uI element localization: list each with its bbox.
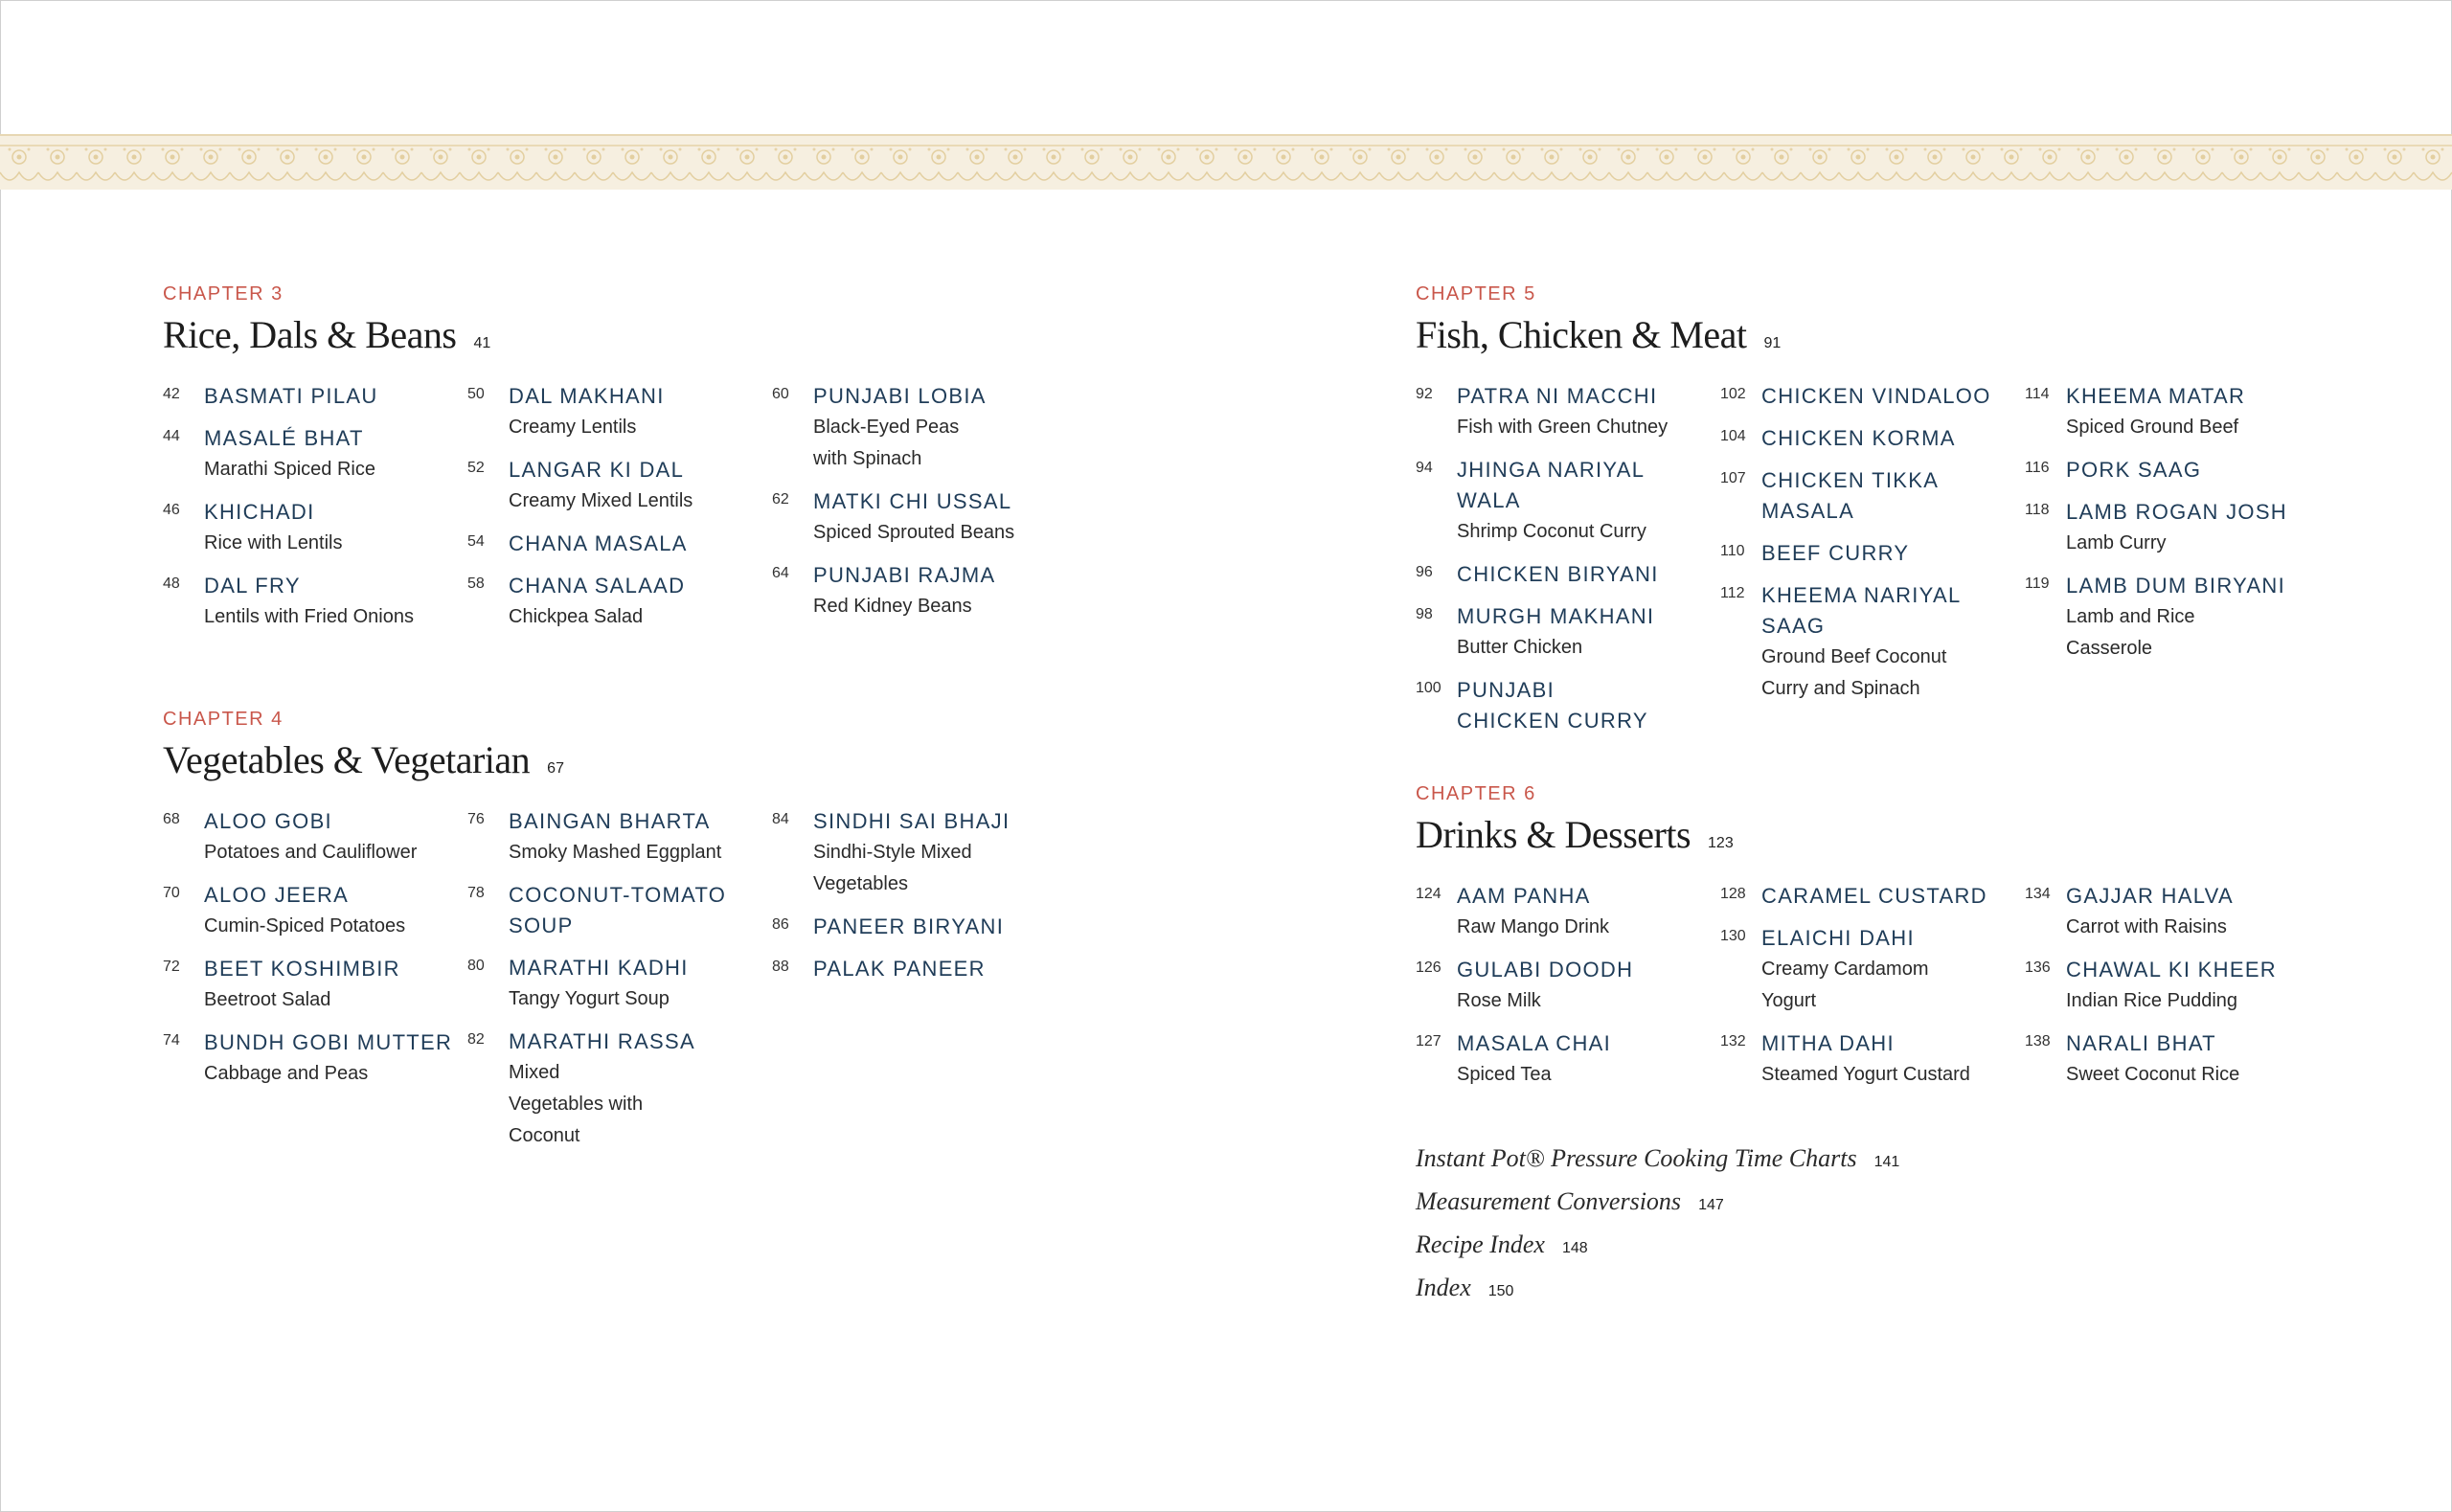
recipe-page: 114 [2025, 386, 2050, 402]
recipe-name[interactable]: MITHA DAHI [1761, 1031, 1895, 1055]
recipe-name[interactable]: LANGAR KI DAL [509, 458, 685, 482]
recipe-description: Red Kidney Beans [813, 596, 972, 617]
recipe-description: Ground Beef Coconut Curry and Spinach [1761, 646, 1947, 699]
recipe-entry[interactable] [772, 486, 1069, 549]
recipe-entry[interactable] [772, 912, 1069, 942]
recipe-description: Steamed Yogurt Custard [1761, 1064, 1970, 1085]
recipe-description: Beetroot Salad [204, 989, 331, 1010]
chapter-title[interactable]: Fish, Chicken & Meat [1416, 313, 1747, 356]
recipe-page: 132 [1720, 1033, 1746, 1049]
recipe-page: 82 [467, 1031, 485, 1048]
recipe-name[interactable]: LAMB ROGAN JOSH [2066, 500, 2287, 524]
recipe-entry[interactable] [1416, 601, 1713, 664]
recipe-name[interactable]: BEET KOSHIMBIR [204, 957, 400, 981]
recipe-entry[interactable] [467, 1027, 764, 1152]
recipe-name[interactable]: GULABI DOODH [1457, 958, 1634, 982]
chapter-page-number: 67 [547, 760, 564, 777]
recipe-entry[interactable] [163, 381, 460, 412]
chapter-label: CHAPTER 3 [163, 283, 284, 305]
recipe-description: Sweet Coconut Rice [2066, 1064, 2240, 1085]
recipe-name[interactable]: CARAMEL CUSTARD [1761, 884, 1987, 908]
recipe-entry[interactable] [1416, 1028, 1713, 1091]
recipe-page: 136 [2025, 959, 2051, 976]
recipe-page: 84 [772, 811, 789, 827]
recipe-description: Raw Mango Drink [1457, 916, 1609, 937]
recipe-entry[interactable] [163, 954, 460, 1016]
recipe-column [772, 381, 1069, 634]
recipe-entry[interactable] [2025, 381, 2322, 443]
decorative-border-band [0, 134, 2452, 190]
recipe-entry[interactable] [772, 560, 1069, 622]
recipe-name[interactable]: NARALI BHAT [2066, 1031, 2216, 1055]
recipe-description: Cumin-Spiced Potatoes [204, 915, 406, 937]
recipe-description: Spiced Tea [1457, 1064, 1552, 1085]
recipe-column [2025, 881, 2322, 1102]
recipe-description: Spiced Sprouted Beans [813, 522, 1015, 543]
recipe-entry[interactable] [1416, 881, 1713, 943]
recipe-description: Smoky Mashed Eggplant [509, 842, 722, 863]
recipe-column [467, 806, 764, 1163]
recipe-name[interactable]: GAJJAR HALVA [2066, 884, 2234, 908]
recipe-entry[interactable] [1416, 955, 1713, 1017]
appendix-title[interactable]: Index [1416, 1274, 1471, 1301]
recipe-description: Butter Chicken [1457, 637, 1583, 658]
recipe-description: Potatoes and Cauliflower [204, 842, 418, 863]
recipe-column [163, 806, 460, 1101]
lace-pattern-icon [0, 136, 2452, 190]
recipe-name[interactable]: MURGH MAKHANI [1457, 604, 1655, 628]
recipe-entry[interactable] [1720, 423, 2017, 454]
recipe-name[interactable]: KHEEMA NARIYAL SAAG [1761, 583, 1961, 638]
recipe-name[interactable]: BEEF CURRY [1761, 541, 1910, 565]
recipe-page: 128 [1720, 886, 1746, 902]
recipe-page: 70 [163, 885, 180, 901]
appendix-title[interactable]: Recipe Index [1416, 1230, 1545, 1258]
recipe-entry[interactable] [163, 497, 460, 559]
recipe-page: 44 [163, 428, 180, 444]
recipe-entry[interactable] [772, 806, 1069, 900]
chapter-page-number: 41 [473, 335, 491, 351]
recipe-page: 100 [1416, 680, 1442, 696]
recipe-name[interactable]: PALAK PANEER [813, 957, 986, 981]
recipe-entry[interactable] [1720, 923, 2017, 1017]
appendix-title[interactable]: Instant Pot® Pressure Cooking Time Charts [1416, 1144, 1857, 1172]
chapter-label: CHAPTER 4 [163, 709, 284, 730]
recipe-description: Carrot with Raisins [2066, 916, 2227, 937]
recipe-column [1416, 881, 1713, 1102]
chapter-label: CHAPTER 5 [1416, 283, 1536, 305]
recipe-column [772, 806, 1069, 996]
recipe-page: 64 [772, 565, 789, 581]
recipe-name[interactable]: COCONUT-TOMATO SOUP [509, 883, 727, 937]
recipe-name[interactable]: DAL FRY [204, 574, 301, 598]
recipe-entry[interactable] [2025, 955, 2322, 1017]
recipe-entry[interactable] [467, 571, 764, 633]
recipe-entry[interactable] [467, 953, 764, 1015]
recipe-entry[interactable] [2025, 455, 2322, 485]
recipe-entry[interactable] [772, 381, 1069, 475]
recipe-name[interactable]: CHICKEN TIKKA MASALA [1761, 468, 1938, 523]
appendix-page: 141 [1873, 1154, 1900, 1170]
recipe-entry[interactable] [1720, 881, 2017, 912]
recipe-page: 52 [467, 460, 485, 476]
recipe-description: Lentils with Fried Onions [204, 606, 414, 627]
chapter-title[interactable]: Rice, Dals & Beans [163, 313, 457, 356]
recipe-entry[interactable] [467, 529, 764, 559]
appendix-entry[interactable] [1416, 1230, 1899, 1274]
recipe-name[interactable]: PANEER BIRYANI [813, 914, 1005, 938]
recipe-name[interactable]: CHANA MASALA [509, 531, 688, 555]
recipe-description: Fish with Green Chutney [1457, 417, 1669, 438]
recipe-entry[interactable] [1720, 1028, 2017, 1091]
recipe-entry[interactable] [1416, 675, 1713, 736]
recipe-page: 50 [467, 386, 485, 402]
recipe-name[interactable]: CHANA SALAAD [509, 574, 686, 598]
appendix-entry[interactable] [1416, 1274, 1899, 1317]
recipe-page: 88 [772, 959, 789, 975]
recipe-page: 68 [163, 811, 180, 827]
recipe-entry[interactable] [1416, 559, 1713, 590]
recipe-name[interactable]: BAINGAN BHARTA [509, 809, 711, 833]
recipe-page: 127 [1416, 1033, 1442, 1049]
recipe-page: 48 [163, 575, 180, 592]
recipe-entry[interactable] [2025, 881, 2322, 943]
recipe-name[interactable]: PUNJABI CHICKEN CURRY [1457, 678, 1648, 733]
chapter-page-number: 123 [1708, 835, 1734, 851]
recipe-page: 112 [1720, 585, 1745, 601]
recipe-page: 107 [1720, 470, 1746, 486]
recipe-name[interactable]: CHICKEN KORMA [1761, 426, 1956, 450]
recipe-page: 96 [1416, 564, 1433, 580]
appendix-entry[interactable] [1416, 1187, 1899, 1230]
recipe-page: 72 [163, 959, 180, 975]
appendix-title[interactable]: Measurement Conversions [1416, 1187, 1682, 1215]
recipe-description: Rose Milk [1457, 990, 1541, 1011]
recipe-page: 94 [1416, 460, 1433, 476]
recipe-page: 130 [1720, 928, 1746, 944]
recipe-name[interactable]: ELAICHI DAHI [1761, 926, 1915, 950]
recipe-name[interactable]: AAM PANHA [1457, 884, 1591, 908]
recipe-name[interactable]: MARATHI KADHI [509, 956, 689, 980]
recipe-description: Mixed Vegetables with Coconut [509, 1062, 644, 1146]
appendix-page: 150 [1487, 1283, 1514, 1299]
recipe-name[interactable]: MASALÉ BHAT [204, 426, 364, 450]
chapter-title[interactable]: Vegetables & Vegetarian [163, 738, 531, 781]
recipe-name[interactable]: MASALA CHAI [1457, 1031, 1612, 1055]
recipe-entry[interactable] [163, 806, 460, 869]
recipe-page: 76 [467, 811, 485, 827]
recipe-name[interactable]: PUNJABI LOBIA [813, 384, 987, 408]
recipe-description: Black-Eyed Peas with Spinach [813, 417, 960, 469]
recipe-description: Tangy Yogurt Soup [509, 988, 670, 1009]
recipe-description: Indian Rice Pudding [2066, 990, 2238, 1011]
recipe-description: Chickpea Salad [509, 606, 644, 627]
recipe-entry[interactable] [163, 423, 460, 485]
recipe-page: 98 [1416, 606, 1433, 622]
recipe-description: Lamb Curry [2066, 532, 2167, 553]
recipe-page: 74 [163, 1032, 180, 1049]
recipe-entry[interactable] [467, 381, 764, 443]
chapter-page-number: 91 [1763, 335, 1782, 351]
recipe-name[interactable]: ALOO GOBI [204, 809, 332, 833]
recipe-page: 54 [467, 533, 485, 550]
recipe-description: Lamb and Rice Casserole [2066, 606, 2195, 659]
recipe-page: 119 [2025, 575, 2050, 592]
recipe-page: 102 [1720, 386, 1746, 402]
appendix-page: 148 [1561, 1240, 1588, 1256]
recipe-page: 104 [1720, 428, 1746, 444]
recipe-description: Marathi Spiced Rice [204, 459, 375, 480]
recipe-entry[interactable] [2025, 571, 2322, 665]
recipe-name[interactable]: CHICKEN BIRYANI [1457, 562, 1659, 586]
recipe-name[interactable]: KHEEMA MATAR [2066, 384, 2246, 408]
recipe-column [1720, 881, 2017, 1102]
recipe-name[interactable]: PATRA NI MACCHI [1457, 384, 1658, 408]
recipe-name[interactable]: JHINGA NARIYAL WALA [1457, 458, 1645, 512]
recipe-description: Sindhi-Style Mixed Vegetables [813, 842, 972, 894]
recipe-description: Cabbage and Peas [204, 1063, 369, 1084]
recipe-name[interactable]: LAMB DUM BIRYANI [2066, 574, 2286, 598]
recipe-description: Creamy Mixed Lentils [509, 490, 693, 511]
recipe-description: Spiced Ground Beef [2066, 417, 2239, 438]
recipe-column [2025, 381, 2322, 676]
recipe-name[interactable]: MATKI CHI USSAL [813, 489, 1012, 513]
recipe-page: 118 [2025, 502, 2050, 518]
appendix-page: 147 [1698, 1197, 1724, 1213]
recipe-page: 138 [2025, 1033, 2051, 1049]
recipe-column [163, 381, 460, 644]
recipe-description: Shrimp Coconut Curry [1457, 521, 1646, 542]
recipe-entry[interactable] [467, 806, 764, 869]
recipe-description: Creamy Cardamom Yogurt [1761, 959, 1929, 1011]
recipe-page: 62 [772, 491, 789, 508]
recipe-name[interactable]: CHAWAL KI KHEER [2066, 958, 2277, 982]
recipe-name[interactable]: KHICHADI [204, 500, 315, 524]
recipe-entry[interactable] [1416, 381, 1713, 443]
recipe-entry[interactable] [163, 880, 460, 942]
recipe-page: 60 [772, 386, 789, 402]
recipe-column [467, 381, 764, 644]
recipe-entry[interactable] [2025, 497, 2322, 559]
recipe-page: 86 [772, 916, 789, 933]
recipe-name[interactable]: MARATHI RASSA [509, 1029, 695, 1053]
recipe-entry[interactable] [2025, 1028, 2322, 1091]
recipe-name[interactable]: SINDHI SAI BHAJI [813, 809, 1010, 833]
appendix-entry[interactable] [1416, 1144, 1899, 1187]
recipe-description: Rice with Lentils [204, 532, 343, 553]
recipe-page: 110 [1720, 543, 1745, 559]
recipe-page: 126 [1416, 959, 1442, 976]
chapter-label: CHAPTER 6 [1416, 783, 1536, 804]
recipe-name[interactable]: BUNDH GOBI MUTTER [204, 1030, 453, 1054]
recipe-page: 78 [467, 885, 485, 901]
recipe-name[interactable]: PUNJABI RAJMA [813, 563, 996, 587]
recipe-entry[interactable] [1720, 580, 2017, 705]
recipe-name[interactable]: CHICKEN VINDALOO [1761, 384, 1991, 408]
recipe-page: 134 [2025, 886, 2051, 902]
recipe-name[interactable]: PORK SAAG [2066, 458, 2202, 482]
recipe-page: 92 [1416, 386, 1433, 402]
recipe-column [1416, 381, 1713, 748]
recipe-entry[interactable] [772, 954, 1069, 984]
recipe-entry[interactable] [1416, 455, 1713, 548]
recipe-page: 42 [163, 386, 180, 402]
recipe-page: 124 [1416, 886, 1442, 902]
recipe-page: 80 [467, 958, 485, 974]
recipe-column [1720, 381, 2017, 716]
recipe-page: 116 [2025, 460, 2050, 476]
recipe-entry[interactable] [467, 455, 764, 517]
recipe-page: 58 [467, 575, 485, 592]
recipe-name[interactable]: ALOO JEERA [204, 883, 350, 907]
recipe-entry[interactable] [163, 1027, 460, 1090]
recipe-description: Creamy Lentils [509, 417, 637, 438]
recipe-entry[interactable] [467, 880, 764, 941]
recipe-entry[interactable] [1720, 538, 2017, 569]
recipe-page: 46 [163, 502, 180, 518]
appendix-list [1416, 1144, 1899, 1317]
recipe-entry[interactable] [1720, 465, 2017, 527]
recipe-name[interactable]: BASMATI PILAU [204, 384, 378, 408]
chapter-title[interactable]: Drinks & Desserts [1416, 813, 1691, 856]
recipe-entry[interactable] [1720, 381, 2017, 412]
recipe-name[interactable]: DAL MAKHANI [509, 384, 665, 408]
recipe-entry[interactable] [163, 571, 460, 633]
